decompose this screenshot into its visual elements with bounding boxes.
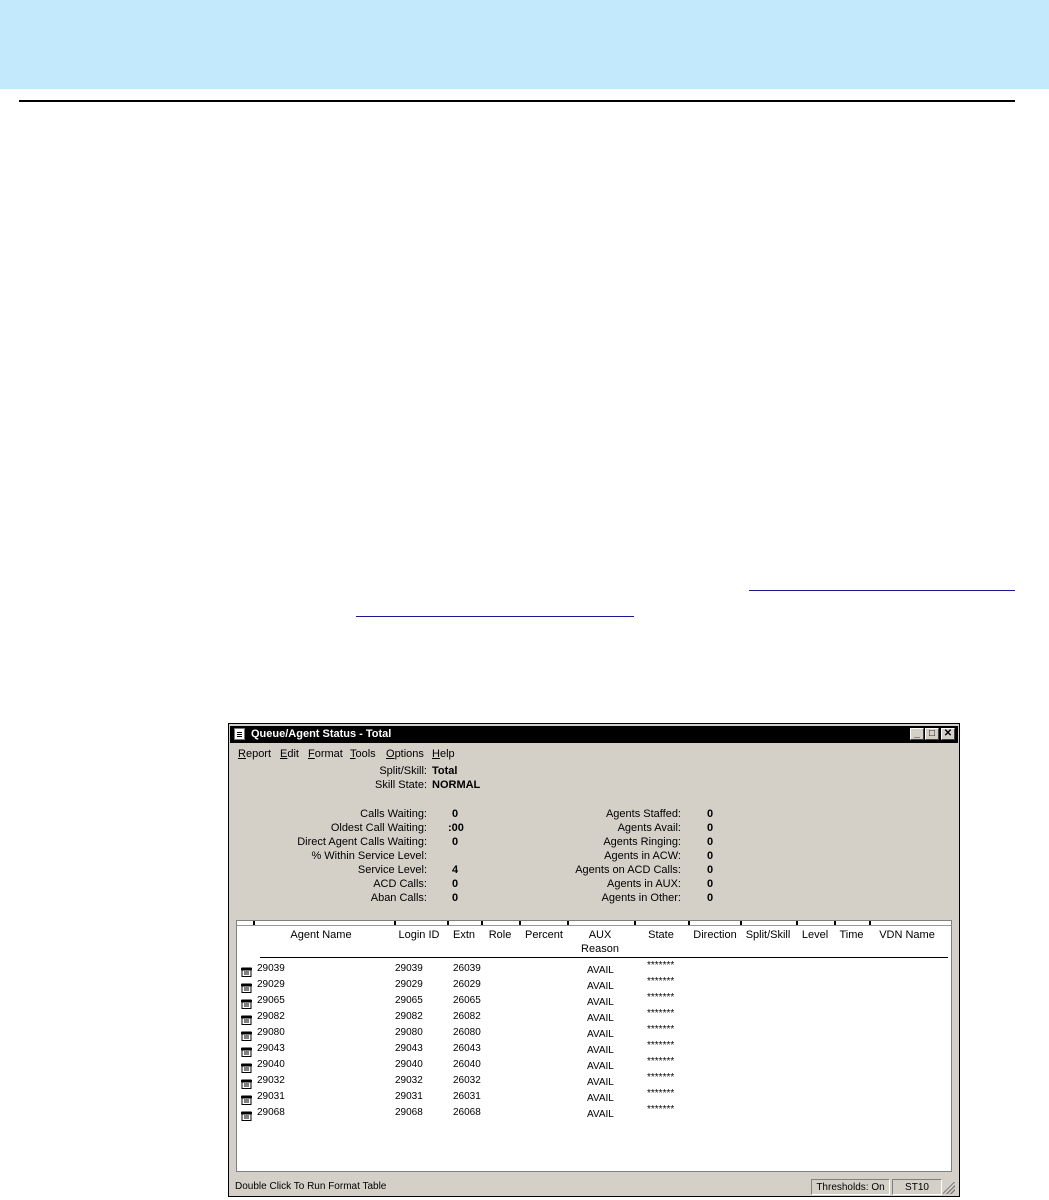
login-id-cell: 29032 [395,1075,423,1086]
telephone-icon [240,964,253,974]
state-cell: ******* [647,1008,675,1019]
telephone-icon [240,980,253,990]
aux-reason-cell: AVAIL [587,981,614,992]
menu-options[interactable]: Options [386,748,424,760]
stat-value: 0 [452,808,459,820]
table-row[interactable] [237,1025,951,1041]
aux-reason-cell: AVAIL [587,1013,614,1024]
login-id-cell: 29043 [395,1043,423,1054]
telephone-icon [240,996,253,1006]
stat-label: Agents in ACW: [604,850,681,862]
stat-label: Agents in Other: [601,892,681,904]
agent-name-cell: 29032 [257,1075,285,1086]
window-menu-icon[interactable] [234,728,245,740]
stat-label: Service Level: [357,864,427,876]
login-id-cell: 29029 [395,979,423,990]
agent-name-cell: 29031 [257,1091,285,1102]
split-skill-label: Split/Skill: [379,765,427,777]
col-aux-reason[interactable]: AUX Reason [581,929,619,955]
agent-name-cell: 29082 [257,1011,285,1022]
table-row[interactable] [237,961,951,977]
extn-cell: 26065 [453,995,481,1006]
login-id-cell: 29031 [395,1091,423,1102]
telephone-icon [240,1060,253,1070]
thresholds-indicator: Thresholds: On [811,1179,890,1195]
agent-name-cell: 29039 [257,963,285,974]
state-cell: ******* [647,992,675,1003]
stat-label: ACD Calls: [373,878,427,890]
resize-grip[interactable] [943,1182,955,1194]
state-cell: ******* [647,1088,675,1099]
document-link-underline[interactable] [749,590,1015,591]
close-button[interactable]: ✕ [941,728,955,740]
extn-cell: 26040 [453,1059,481,1070]
agent-name-cell: 29043 [257,1043,285,1054]
stat-label: Agents Ringing: [603,836,681,848]
queue-agent-status-window [228,723,960,1197]
menu-bar [230,745,958,763]
status-message: Double Click To Run Format Table [235,1181,387,1192]
aux-reason-cell: AVAIL [587,1077,614,1088]
menu-tools[interactable]: Tools [350,748,376,760]
login-id-cell: 29039 [395,963,423,974]
stat-value: 0 [452,892,459,904]
stat-value: 0 [707,864,714,876]
extn-cell: 26029 [453,979,481,990]
telephone-icon [240,1012,253,1022]
col-percent[interactable]: Percent [525,929,563,941]
agent-name-cell: 29029 [257,979,285,990]
header-rule [260,957,948,958]
stat-value: 0 [707,878,714,890]
skill-state-value: NORMAL [432,779,481,791]
stat-value: :00 [448,822,464,834]
stat-label: Agents in AUX: [607,878,681,890]
stat-value: 0 [707,892,714,904]
table-row[interactable] [237,977,951,993]
status-bar [230,1178,958,1196]
table-row[interactable] [237,1073,951,1089]
state-cell: ******* [647,1056,675,1067]
login-id-cell: 29080 [395,1027,423,1038]
stat-value: 0 [707,822,714,834]
aux-reason-cell: AVAIL [587,1029,614,1040]
menu-format[interactable]: Format [308,748,343,760]
aux-reason-cell: AVAIL [587,965,614,976]
stat-value: 0 [707,850,714,862]
col-split-skill[interactable]: Split/Skill [745,929,791,941]
login-id-cell: 29040 [395,1059,423,1070]
telephone-icon [240,1076,253,1086]
col-role[interactable]: Role [488,929,512,941]
aux-reason-cell: AVAIL [587,1093,614,1104]
aux-reason-cell: AVAIL [587,997,614,1008]
state-cell: ******* [647,976,675,987]
telephone-icon [240,1028,253,1038]
login-id-cell: 29065 [395,995,423,1006]
state-cell: ******* [647,960,675,971]
minimize-button[interactable]: _ [910,728,924,740]
page-header-band [0,0,1049,89]
stat-label: Aban Calls: [370,892,427,904]
document-link-underline[interactable] [356,616,634,617]
col-direction[interactable]: Direction [693,929,737,941]
extn-cell: 26032 [453,1075,481,1086]
table-row[interactable] [237,1041,951,1057]
extn-cell: 26039 [453,963,481,974]
stat-value: 0 [707,808,714,820]
column-resize-bar[interactable] [237,921,951,926]
state-cell: ******* [647,1040,675,1051]
telephone-icon [240,1044,253,1054]
stat-label: Agents Staffed: [605,808,681,820]
aux-reason-cell: AVAIL [587,1109,614,1120]
login-id-cell: 29082 [395,1011,423,1022]
menu-report[interactable]: Report [238,748,272,760]
col-time[interactable]: Time [839,929,864,941]
stat-value: 0 [452,836,459,848]
table-row[interactable] [237,1009,951,1025]
extn-cell: 26068 [453,1107,481,1118]
menu-edit[interactable]: Edit [280,748,299,760]
telephone-icon [240,1092,253,1102]
stat-label: % Within Service Level: [311,850,427,862]
col-login-id[interactable]: Login ID [398,929,440,941]
state-cell: ******* [647,1104,675,1115]
split-skill-value: Total [432,765,458,777]
extn-cell: 26082 [453,1011,481,1022]
col-agent-name[interactable]: Agent Name [290,929,352,941]
stat-value: 0 [452,878,459,890]
stat-label: Agents on ACD Calls: [575,864,681,876]
agent-name-cell: 29040 [257,1059,285,1070]
col-state[interactable]: State [648,929,674,941]
state-cell: ******* [647,1024,675,1035]
table-row[interactable] [237,1105,951,1121]
login-id-cell: 29068 [395,1107,423,1118]
extn-cell: 26031 [453,1091,481,1102]
agent-name-cell: 29068 [257,1107,285,1118]
header-divider [19,100,1015,102]
table-row[interactable] [237,1089,951,1105]
telephone-icon [240,1108,253,1118]
maximize-button[interactable]: □ [925,728,939,740]
col-vdn-name[interactable]: VDN Name [879,929,935,941]
extn-cell: 26080 [453,1027,481,1038]
menu-help[interactable]: Help [432,748,455,760]
col-extn[interactable]: Extn [452,929,475,941]
stat-value: 4 [452,864,459,876]
col-level[interactable]: Level [801,929,829,941]
stat-label: Calls Waiting: [360,808,427,820]
aux-reason-cell: AVAIL [587,1061,614,1072]
report-code-indicator: ST10 [892,1179,942,1195]
agent-name-cell: 29065 [257,995,285,1006]
agent-name-cell: 29080 [257,1027,285,1038]
stat-value: 0 [707,836,714,848]
state-cell: ******* [647,1072,675,1083]
agent-table[interactable] [236,920,952,1172]
stat-label: Oldest Call Waiting: [330,822,427,834]
aux-reason-cell: AVAIL [587,1045,614,1056]
table-row[interactable] [237,993,951,1009]
extn-cell: 26043 [453,1043,481,1054]
skill-state-label: Skill State: [375,779,427,791]
title-bar[interactable] [230,726,958,743]
stat-label: Agents Avail: [617,822,681,834]
stat-label: Direct Agent Calls Waiting: [297,836,427,848]
table-row[interactable] [237,1057,951,1073]
window-title: Queue/Agent Status - Total [251,728,392,740]
